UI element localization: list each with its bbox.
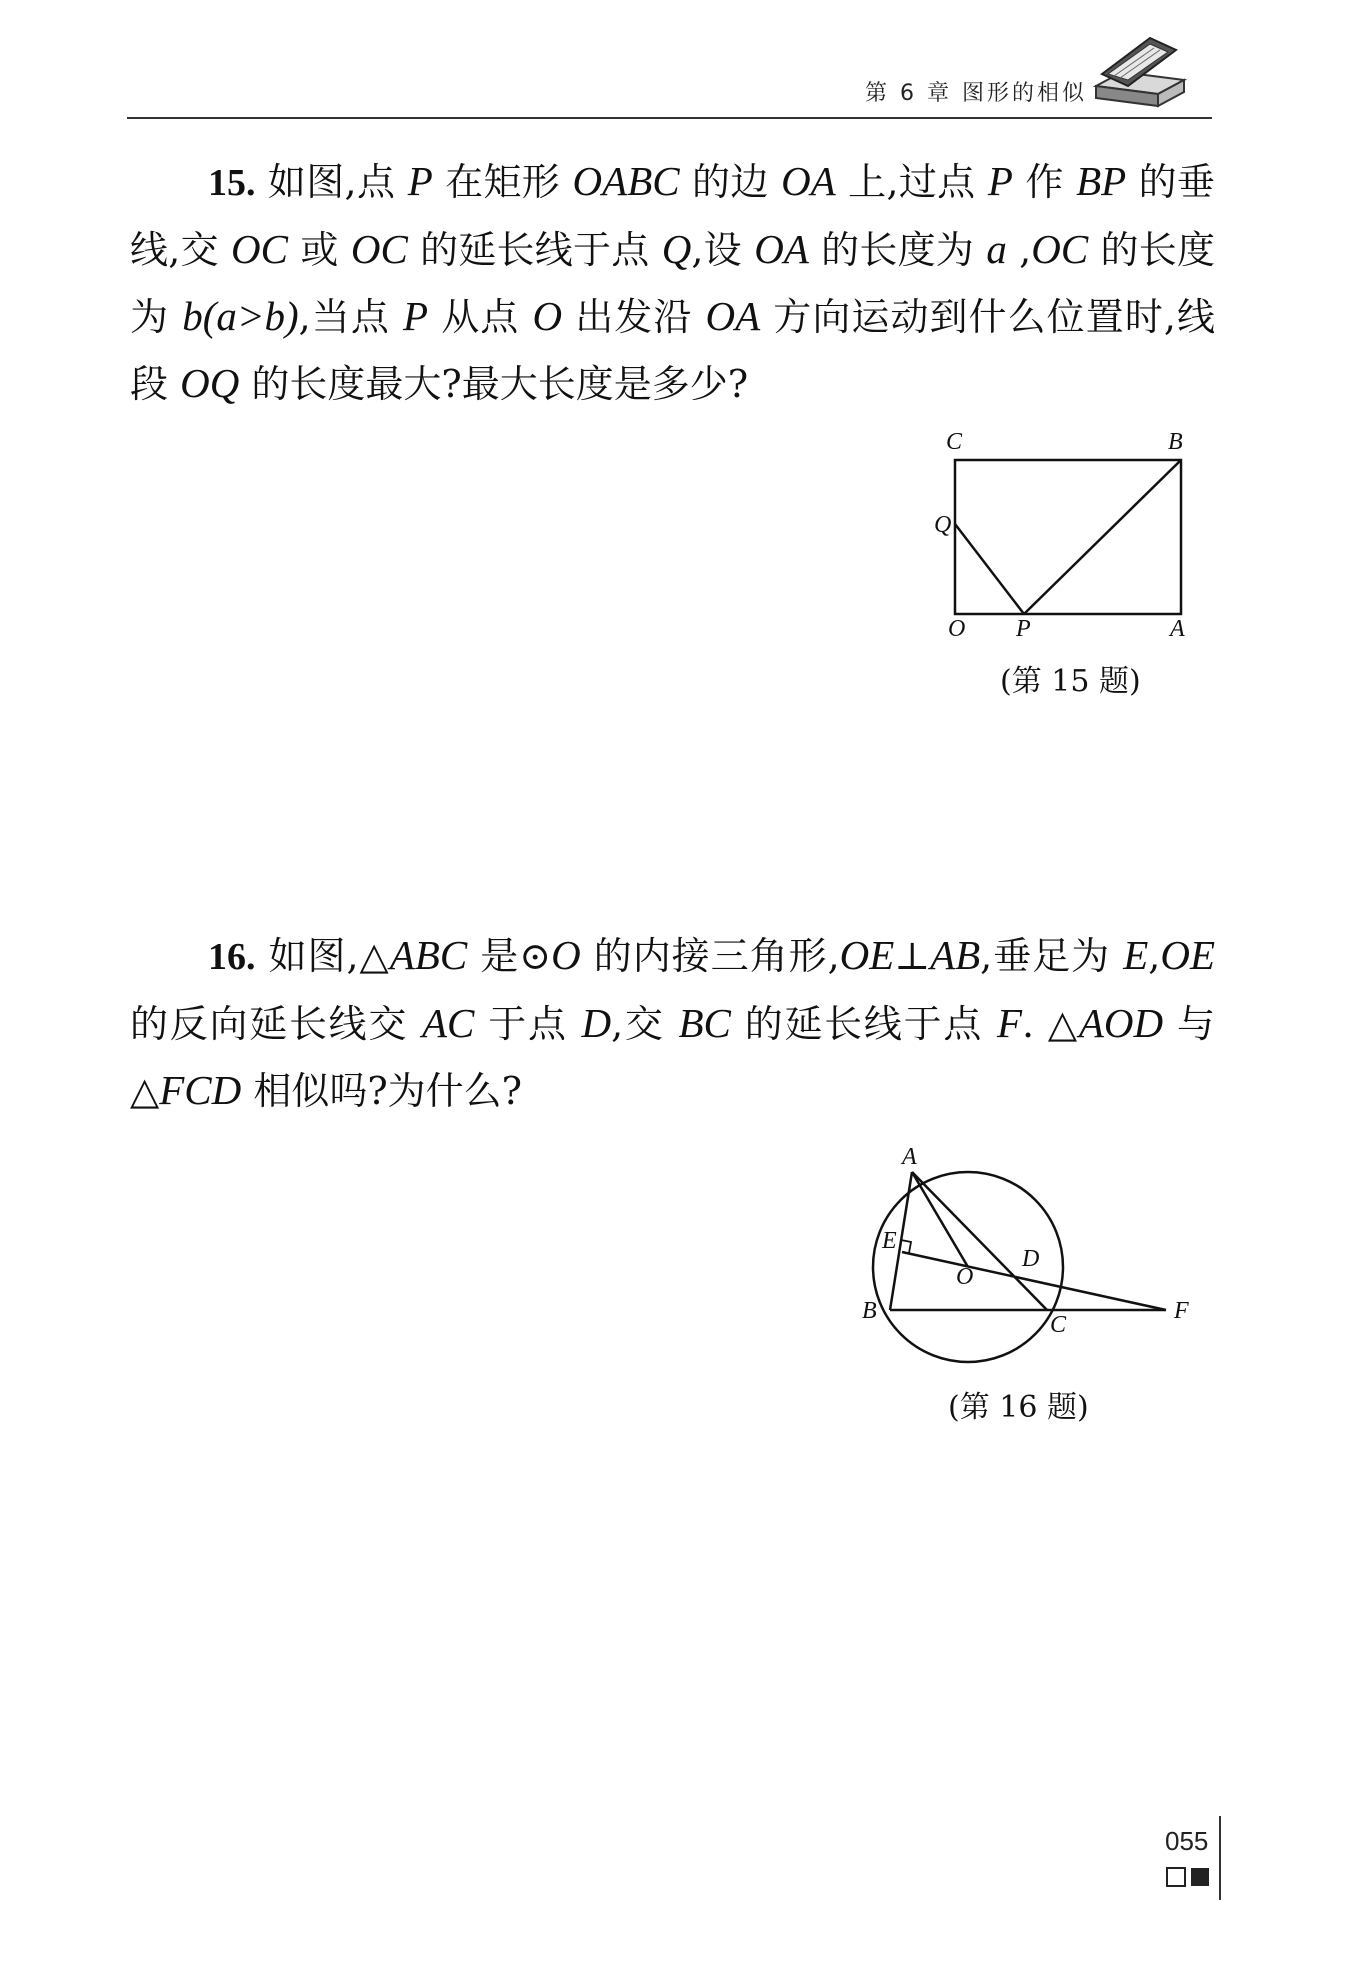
math-term: E [1123, 932, 1149, 978]
label-P: P [1016, 616, 1031, 640]
text-run: 相似吗?为什么? [241, 1069, 523, 1113]
text-run: ,设 [691, 228, 755, 272]
text-run: ,垂足为 [980, 934, 1124, 978]
problem-15-text [130, 148, 1215, 417]
math-term: P [987, 158, 1013, 204]
label-B: B [1168, 430, 1183, 455]
text-run: ,当点 [298, 295, 404, 339]
math-term: AOD [1078, 1000, 1164, 1046]
math-term: P [407, 158, 433, 204]
math-term: OA [781, 158, 836, 204]
header-rule [127, 117, 1212, 119]
text-run: 上,过点 [835, 160, 988, 204]
text-run: 是⊙ [467, 934, 552, 978]
label-E: E [882, 1228, 897, 1254]
math-term: OA [705, 293, 761, 339]
margin-rule [1219, 1816, 1221, 1900]
text-run: , [1006, 228, 1032, 272]
label-C: C [946, 430, 963, 455]
math-term: BP [1076, 158, 1127, 204]
label-A: A [902, 1144, 917, 1170]
math-term: Q [661, 226, 692, 272]
label-B: B [862, 1298, 877, 1324]
page-marker-icon [1165, 1866, 1213, 1888]
math-term: O [532, 293, 563, 339]
text-run: 的边 [679, 160, 782, 204]
text-run: 的延长线于点 [730, 1002, 997, 1046]
text-run: 的延长线于点 [407, 228, 662, 272]
page-number: 055 [1165, 1826, 1209, 1856]
figure-16-caption: (第 16 题) [948, 1390, 1089, 1425]
text-run: 的反向延长线交 [130, 1002, 422, 1046]
math-term: F [996, 1000, 1022, 1046]
text-run: 的长度为 [808, 228, 987, 272]
math-term: ABC [389, 932, 468, 978]
text-run: 从点 [428, 295, 533, 339]
label-A: A [1170, 616, 1185, 640]
math-term: OC [350, 226, 408, 272]
problem-number: 16. [208, 936, 256, 978]
text-run: 如图,△ [268, 934, 390, 978]
text-run: 的内接三角形, [580, 934, 840, 978]
text-run: . △ [1022, 1002, 1079, 1046]
label-C: C [1050, 1312, 1067, 1338]
text-run: 的长度最大?最大长度是多少? [239, 362, 749, 406]
label-O: O [948, 616, 966, 640]
math-term: P [403, 293, 429, 339]
math-term: OE [839, 932, 895, 978]
text-run: 出发沿 [562, 295, 706, 339]
problem-body [130, 934, 1215, 1113]
label-F: F [1174, 1298, 1189, 1324]
math-term: AC [421, 1000, 475, 1046]
chapter-title: 第 6 章 图形的相似 [865, 81, 1087, 106]
problem-16-text [130, 922, 1215, 1124]
math-term: FCD [159, 1067, 242, 1113]
math-term: OQ [180, 360, 240, 406]
math-term: D [581, 1000, 612, 1046]
text-run: , [1148, 934, 1161, 978]
math-term: AB [930, 932, 981, 978]
label-O: O [956, 1264, 974, 1290]
math-term: BC [678, 1000, 731, 1046]
figure-15-caption: (第 15 题) [1000, 664, 1141, 699]
text-run: 的垂线,交 [130, 160, 1215, 272]
figure-15-rectangle [920, 430, 1200, 640]
text-run: 方向运动到什么位置时,线段 [130, 295, 1215, 406]
text-run: 于点 [474, 1002, 582, 1046]
math-term: O [551, 932, 581, 978]
math-term: OA [754, 226, 809, 272]
text-run: ⊥ [894, 934, 931, 978]
math-term: OC [231, 226, 289, 272]
text-run: 如图,点 [267, 160, 408, 204]
figure-16-circle [850, 1140, 1210, 1370]
math-term: OC [1031, 226, 1089, 272]
text-run: ,交 [611, 1002, 679, 1046]
math-term: b(a>b) [182, 293, 299, 339]
label-D: D [1022, 1246, 1040, 1272]
text-run: 或 [288, 228, 351, 272]
text-run: 的长度为 [130, 228, 1215, 339]
text-run: 作 [1012, 160, 1077, 204]
math-term: OE [1160, 932, 1215, 978]
text-run: 在矩形 [432, 160, 573, 204]
math-term: a [986, 226, 1007, 272]
problem-body [130, 160, 1215, 406]
math-term: OABC [572, 158, 680, 204]
running-header [127, 52, 1212, 119]
label-Q: Q [934, 512, 952, 538]
problem-number: 15. [208, 162, 256, 204]
book-stack-icon [1088, 24, 1188, 114]
text-run: 与△ [130, 1002, 1215, 1113]
